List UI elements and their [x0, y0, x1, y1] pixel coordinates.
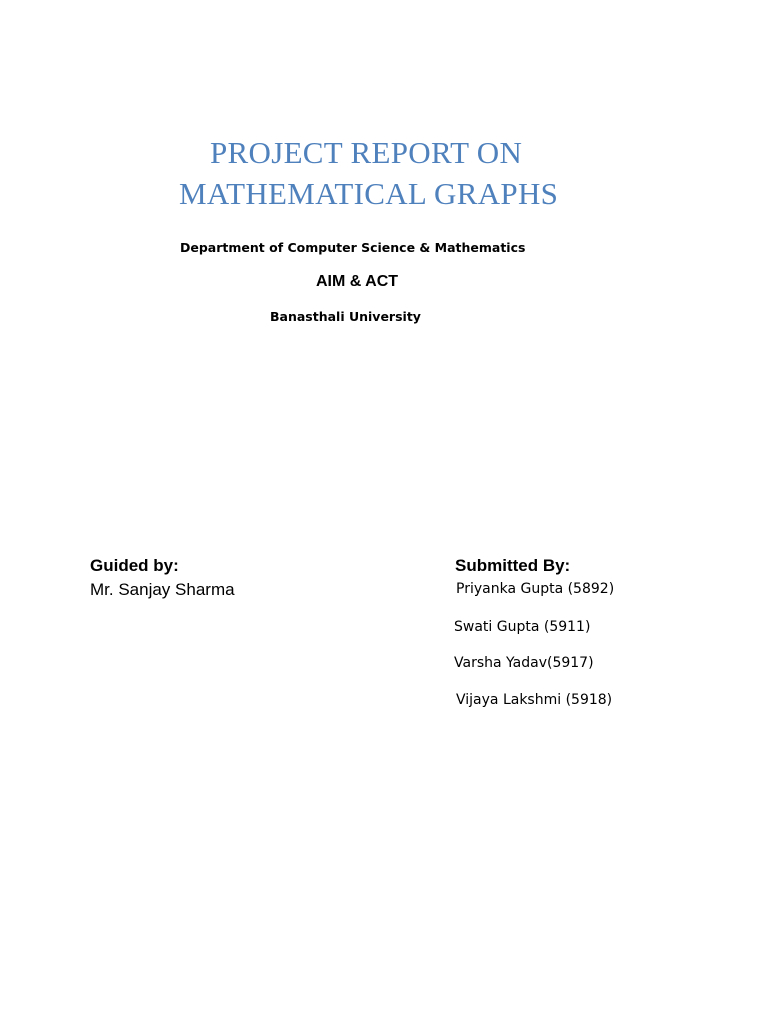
- title-line-2: MATHEMATICAL GRAPHS: [179, 176, 559, 211]
- guided-by-heading: Guided by:: [90, 556, 179, 575]
- university-name: Banasthali University: [270, 309, 421, 324]
- member-item: Swati Gupta (5911): [454, 619, 591, 635]
- title-line-1: PROJECT REPORT ON: [210, 135, 523, 170]
- guide-name: Mr. Sanjay Sharma: [90, 580, 235, 599]
- program-name: AIM & ACT: [316, 273, 399, 290]
- member-item: Varsha Yadav(5917): [454, 655, 594, 671]
- member-item: Priyanka Gupta (5892): [456, 581, 615, 597]
- department-name: Department of Computer Science & Mathematics: [180, 240, 526, 255]
- submitted-by-heading: Submitted By:: [455, 556, 571, 575]
- member-item: Vijaya Lakshmi (5918): [456, 692, 613, 708]
